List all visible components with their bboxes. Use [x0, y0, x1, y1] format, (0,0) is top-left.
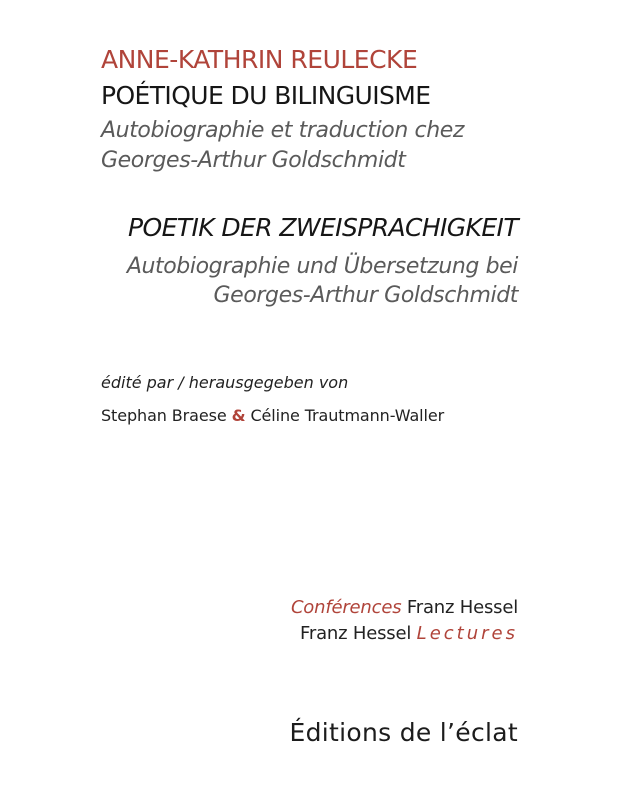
german-subtitle-line-2: Georges-Arthur Goldschmidt	[213, 283, 518, 308]
series-name-2: Franz Hessel	[300, 623, 412, 644]
ampersand: &	[231, 406, 246, 425]
german-subtitle-line-1: Autobiographie und Übersetzung bei	[126, 254, 518, 279]
editor-name-2: Céline Trautmann-Waller	[250, 406, 445, 425]
author-name: ANNE-KATHRIN REULECKE	[101, 45, 418, 74]
publisher-name: Éditions de l’éclat	[289, 718, 518, 747]
german-title: POETIK DER ZWEISPRACHIGKEIT	[128, 213, 518, 242]
french-title: POÉTIQUE DU BILINGUISME	[101, 81, 431, 110]
french-subtitle-line-2: Georges-Arthur Goldschmidt	[101, 148, 406, 173]
series-lectures: Lectures	[416, 623, 518, 644]
edited-by-label: édité par / herausgegeben von	[101, 373, 349, 392]
editor-name-1: Stephan Braese	[101, 406, 227, 425]
french-subtitle-line-1: Autobiographie et traduction chez	[101, 118, 465, 143]
editors-line	[101, 405, 444, 427]
series-conferences: Conférences	[290, 597, 402, 618]
series-line-1	[291, 596, 518, 620]
series-name-1: Franz Hessel	[406, 597, 518, 618]
series-line-2	[300, 622, 518, 646]
